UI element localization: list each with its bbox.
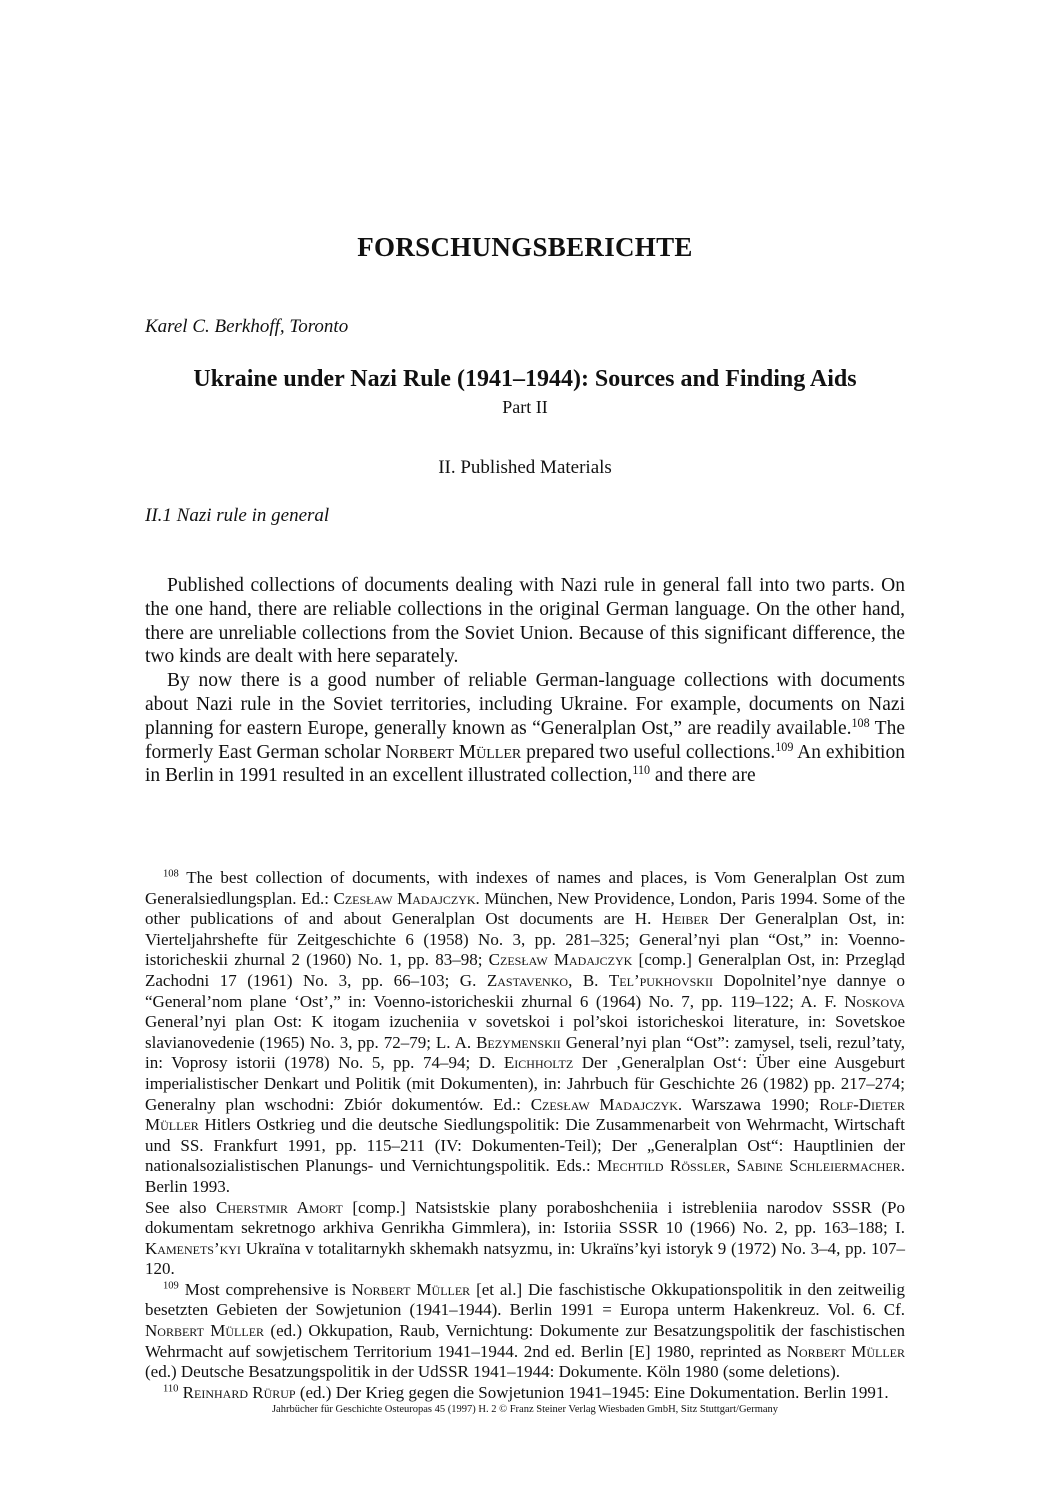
author-name: Sabine Schleiermacher [736, 1156, 901, 1176]
text-run: Hitlers Ostkrieg und die deutsche Siedlungspolitik: Die Zusammenarbeit von Wehrmacht, Wirtschaft und SS. Frankfurt 1991, pp. 115–211 (IV: Dokumenten-Teil); Der „Generalplan Ost“: Hauptlinien der nationalsozialistischen Planungs- und Vernichtungspolitik. Eds.: [145, 1115, 905, 1176]
author-name: Czesław Madajczyk [488, 950, 633, 970]
author-name: Zastavenko [486, 970, 569, 990]
footnote-marker: 110 [163, 1383, 179, 1395]
text-run: The formerly East German scholar [145, 717, 905, 763]
text-run: General’nyi plan “Ost”: zamysel, tseli, rezul’taty, in: Voprosy istorii (1978) No. 5, pp. 74–94; D. [145, 1032, 905, 1073]
text-run: See also [145, 1197, 216, 1217]
footnotes [145, 868, 905, 1403]
text-run: [et al.] Die faschistische Okkupationspolitik in den zeitweilig besetzten Gebieten der Sowjetunion (1941–1944). Berlin 1991 = Europa unterm Hakenkreuz. Vol. 6. Cf. [145, 1279, 905, 1320]
text-run: Der Generalplan Ost, in: Vierteljahrshefte für Zeitgeschichte 6 (1958) No. 3, pp. 281–325; General’nyi plan “Ost,” in: Voenno-istoricheskii zhurnal 2 (1960) No. 1, pp. 83–98; [145, 909, 905, 970]
author-name: Kamenets’kyi [145, 1238, 241, 1258]
footnote-marker: 110 [632, 763, 651, 778]
author-name: Norbert Müller [145, 1321, 265, 1341]
author-name: Czesław Madajczyk [333, 888, 476, 908]
text-run: . Warszawa 1990; [677, 1094, 820, 1114]
author-name: Rolf-Dieter Müller [145, 1094, 905, 1135]
text-run: Der ‚Generalplan Ost‘: Über eine Ausgeburt imperialistischer Denkart und Politik (mit Dokumenten), in: Jahrbuch für Geschichte 26 (1982) pp. 217–274; Generalny plan wschodni: Zbiór dokumentów. Ed.: [145, 1053, 905, 1114]
subsection-heading: II.1 Nazi rule in general [145, 505, 330, 526]
section-heading: II. Published Materials [438, 457, 612, 478]
article-author: Karel C. Berkhoff, Toronto [145, 316, 349, 337]
text-run: (ed.) Deutsche Besatzungspolitik in der UdSSR 1941–1944: Dokumente. Köln 1980 (some deletions). [145, 1362, 841, 1382]
author-name: Norbert Müller [351, 1279, 471, 1299]
text-run: . München, New Providence, London, Paris 1994. Some of the other publications of and about Generalplan Ost documents are H. [145, 888, 905, 929]
author-name: Heiber [661, 909, 709, 929]
text-run: By now there is a good number of reliable German-language collections with documents about Nazi rule in the Soviet territories, including Ukraine. For example, documents on Nazi planning for eastern Europe, generally known as “Generalplan Ost,” are readily available. [145, 670, 905, 739]
author-name: Bezymenskii [476, 1032, 561, 1052]
text-run: An exhibition in Berlin in 1991 resulted in an excellent illustrated collection, [145, 741, 905, 787]
text-run: General’nyi plan Ost: K itogam izucheniia v sovetskoi i pol’skoi istoricheskoi literature, in: Sovetskoe slavianovedenie (1965) No. 3, pp. 72–79; L. A. [145, 1012, 905, 1052]
text-run: [comp.] Generalplan Ost, in: Przegląd Zachodni 17 (1961) No. 3, pp. 66–103; G. [145, 950, 906, 990]
author-name: Tel’pukhovskii [608, 970, 713, 990]
text-run: , B. [568, 970, 609, 990]
text-run: Most comprehensive is [178, 1279, 352, 1299]
text-run: (ed.) Der Krieg gegen die Sowjetunion 1941–1945: Eine Dokumentation. Berlin 1991. [295, 1382, 889, 1402]
author-name: Cherstmir Amort [216, 1197, 343, 1217]
footnote-marker: 109 [163, 1280, 179, 1292]
text-run: The best collection of documents, with indexes of names and places, is Vom Generalplan Ost zum Generalsiedlungsplan. Ed.: [145, 868, 905, 908]
text-run: , [726, 1156, 737, 1176]
footnote [145, 1383, 905, 1404]
paragraph [145, 669, 905, 788]
footnote [145, 868, 905, 1198]
author-name: Czesław Madajczyk [530, 1094, 678, 1114]
article-title: Ukraine under Nazi Rule (1941–1944): Sources and Finding Aids [193, 366, 857, 392]
author-name: Norbert Müller [786, 1341, 906, 1361]
text-run: prepared two useful collections. [521, 741, 776, 763]
page-footer: Jahrbücher für Geschichte Osteuropas 45 (1997) H. 2 © Franz Steiner Verlag Wiesbaden GmbH, Sitz Stuttgart/Germany [271, 1404, 779, 1415]
author-name: Mechtild Rössler [597, 1156, 727, 1176]
text-run: Published collections of documents dealing with Nazi rule in general fall into two parts. On the one hand, there are reliable collections in the original German language. On the other hand, there are unreliable collections from the Soviet Union. Because of this significant difference, the two kinds are dealt with here separately. [145, 575, 905, 668]
text-run: . Berlin 1993. [145, 1156, 906, 1196]
article-part: Part II [502, 397, 548, 417]
footnote [145, 1198, 905, 1280]
text-run: (ed.) Okkupation, Raub, Vernichtung: Dokumente zur Besatzungspolitik der faschistischen Wehrmacht auf sowjetischem Territorium 1941–1944. 2nd ed. Berlin [E] 1980, reprinted as [145, 1321, 906, 1361]
footnote-marker: 108 [851, 715, 870, 730]
text-run: Ukraïna v totalitarnykh skhemakh natsyzmu, in: Ukraïns’kyi istoryk 9 (1972) No. 3–4, pp. 107–120. [145, 1238, 905, 1279]
author-name: Norbert Müller [385, 741, 522, 763]
paragraph [145, 574, 905, 669]
journal-section-heading: FORSCHUNGSBERICHTE [357, 232, 693, 262]
text-run: [comp.] Natsistskie plany poraboshcheniia i istrebleniia narodov SSSR (Po dokumentam sekretnogo arkhiva Genrikha Gimmlera), in: Istoriia SSSR 10 (1966) No. 2, pp. 163–188; I. [145, 1197, 905, 1238]
author-name: Noskova [844, 991, 905, 1011]
footnote-marker: 108 [163, 868, 179, 880]
body-text [145, 574, 905, 788]
footnote [145, 1280, 905, 1383]
footnote-marker: 109 [775, 739, 794, 754]
text-run: and there are [650, 765, 756, 787]
author-name: Eichholtz [503, 1053, 574, 1073]
text-run: Dopolnitel’nye dannye o “General’nom plane ‘Ost’,” in: Voenno-istoricheskii zhurnal 6 (1964) No. 7, pp. 119–122; A. F. [145, 970, 905, 1011]
author-name: Reinhard Rürup [182, 1382, 296, 1402]
